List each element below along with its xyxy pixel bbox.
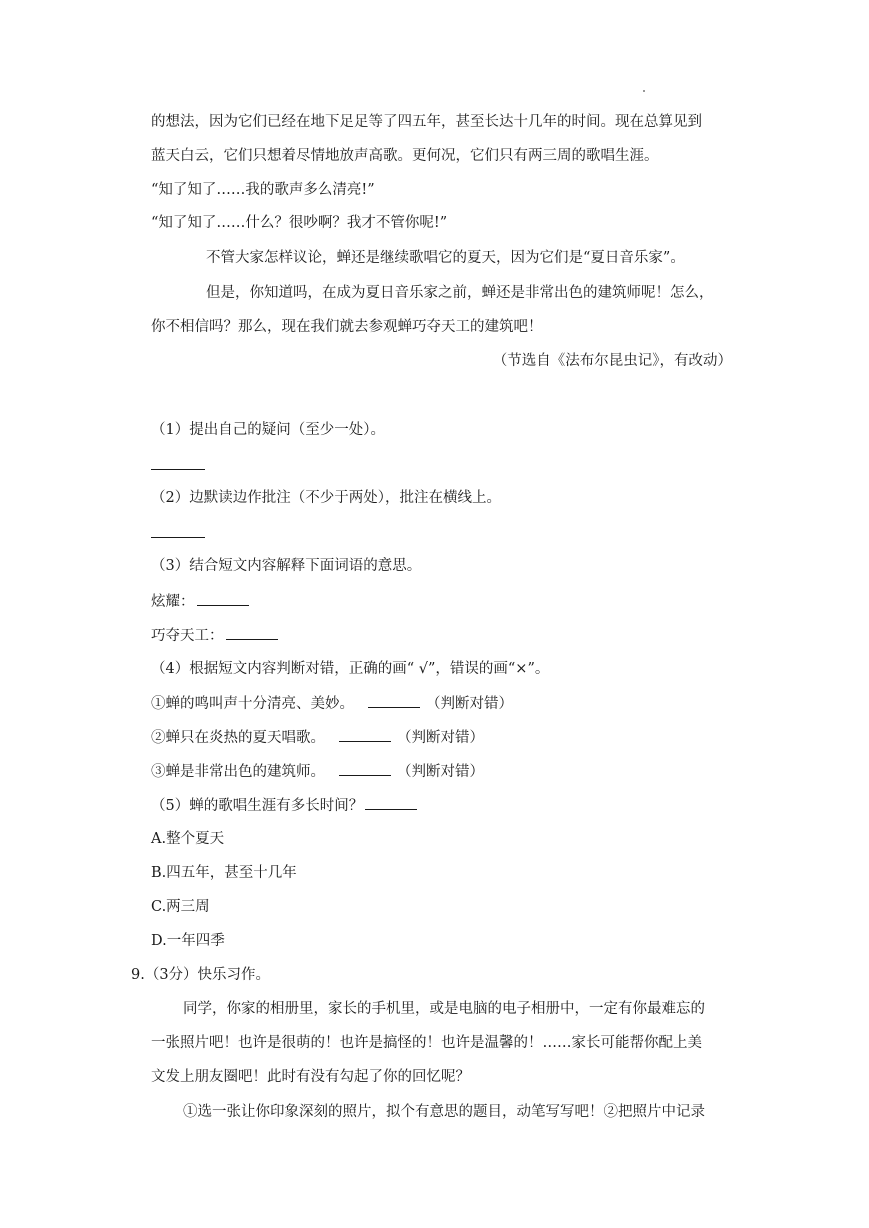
passage-quote: “知了知了……什么？很吵啊？我才不管你呢!” — [151, 215, 448, 231]
passage-line: 的想法，因为它们已经在地下足足等了四五年，甚至长达十几年的时间。现在总算见到 — [151, 114, 702, 130]
q4-item — [151, 727, 484, 748]
q4-item — [151, 693, 513, 714]
q4-item-hint: （判断对错） — [397, 764, 484, 780]
q5-option-d[interactable]: D.一年四季 — [151, 933, 225, 949]
answer-blank-q5[interactable] — [365, 795, 417, 810]
passage-line: 但是，你知道吗，在成为夏日音乐家之前，蝉还是非常出色的建筑师呢！怎么， — [206, 285, 714, 301]
answer-blank-q3-2[interactable] — [226, 625, 278, 640]
passage-source: （节选自《法布尔昆虫记》，有改动） — [492, 353, 732, 369]
question-2: （2）边默读边作批注（不少于两处），批注在横线上。 — [151, 490, 501, 506]
q4-item-text: ①蝉的鸣叫声十分清亮、美妙。 — [151, 696, 354, 712]
page-mark — [643, 90, 645, 92]
q9-line: ①选一张让你印象深刻的照片，拟个有意思的题目，动笔写写吧！②把照片中记录 — [183, 1104, 705, 1120]
q4-item-text: ③蝉是非常出色的建筑师。 — [151, 764, 325, 780]
q4-item — [151, 761, 484, 782]
passage-quote: “知了知了……我的歌声多么清亮!” — [151, 182, 375, 198]
q3-word-1-label: 炫耀： — [151, 594, 195, 610]
question-1: （1）提出自己的疑问（至少一处）。 — [151, 422, 385, 438]
q3-word-1 — [151, 591, 255, 612]
q9-line: 一张照片吧！也许是很萌的！也许是搞怪的！也许是温馨的！……家长可能帮你配上美 — [151, 1035, 702, 1051]
q3-word-2 — [151, 625, 284, 646]
q9-line: 文发上朋友圈吧！此时有没有勾起了你的回忆呢？ — [151, 1069, 470, 1085]
q9-line: 同学，你家的相册里，家长的手机里，或是电脑的电子相册中，一定有你最难忘的 — [183, 1001, 705, 1017]
question-5-text: （5）蝉的歌唱生涯有多长时间？ — [151, 798, 364, 814]
q5-option-c[interactable]: C.两三周 — [151, 899, 210, 915]
answer-blank-q4-3[interactable] — [339, 761, 391, 776]
q3-word-2-label: 巧夺天工： — [151, 628, 224, 644]
question-5 — [151, 795, 423, 816]
answer-blank-q4-1[interactable] — [368, 693, 420, 708]
answer-blank-q3-1[interactable] — [197, 591, 249, 606]
passage-line: 蓝天白云，它们只想着尽情地放声高歌。更何况，它们只有两三周的歌唱生涯。 — [151, 148, 659, 164]
q4-item-text: ②蝉只在炎热的夏天唱歌。 — [151, 730, 325, 746]
passage-line: 不管大家怎样议论，蝉还是继续歌唱它的夏天，因为它们是“夏日音乐家”。 — [206, 250, 685, 266]
passage-line: 你不相信吗？那么，现在我们就去参观蝉巧夺天工的建筑吧！ — [151, 319, 543, 335]
q5-option-b[interactable]: B.四五年，甚至十几年 — [151, 865, 297, 881]
question-9-title: 9.（3分）快乐习作。 — [131, 967, 271, 983]
question-3: （3）结合短文内容解释下面词语的意思。 — [151, 558, 422, 574]
answer-line-q2[interactable] — [151, 537, 205, 538]
question-4: （4）根据短文内容判断对错，正确的画“ √”，错误的画“×”。 — [151, 661, 550, 677]
answer-blank-q4-2[interactable] — [339, 727, 391, 742]
answer-line-q1[interactable] — [151, 469, 205, 470]
q4-item-hint: （判断对错） — [426, 696, 513, 712]
q4-item-hint: （判断对错） — [397, 730, 484, 746]
q5-option-a[interactable]: A.整个夏天 — [151, 831, 225, 847]
